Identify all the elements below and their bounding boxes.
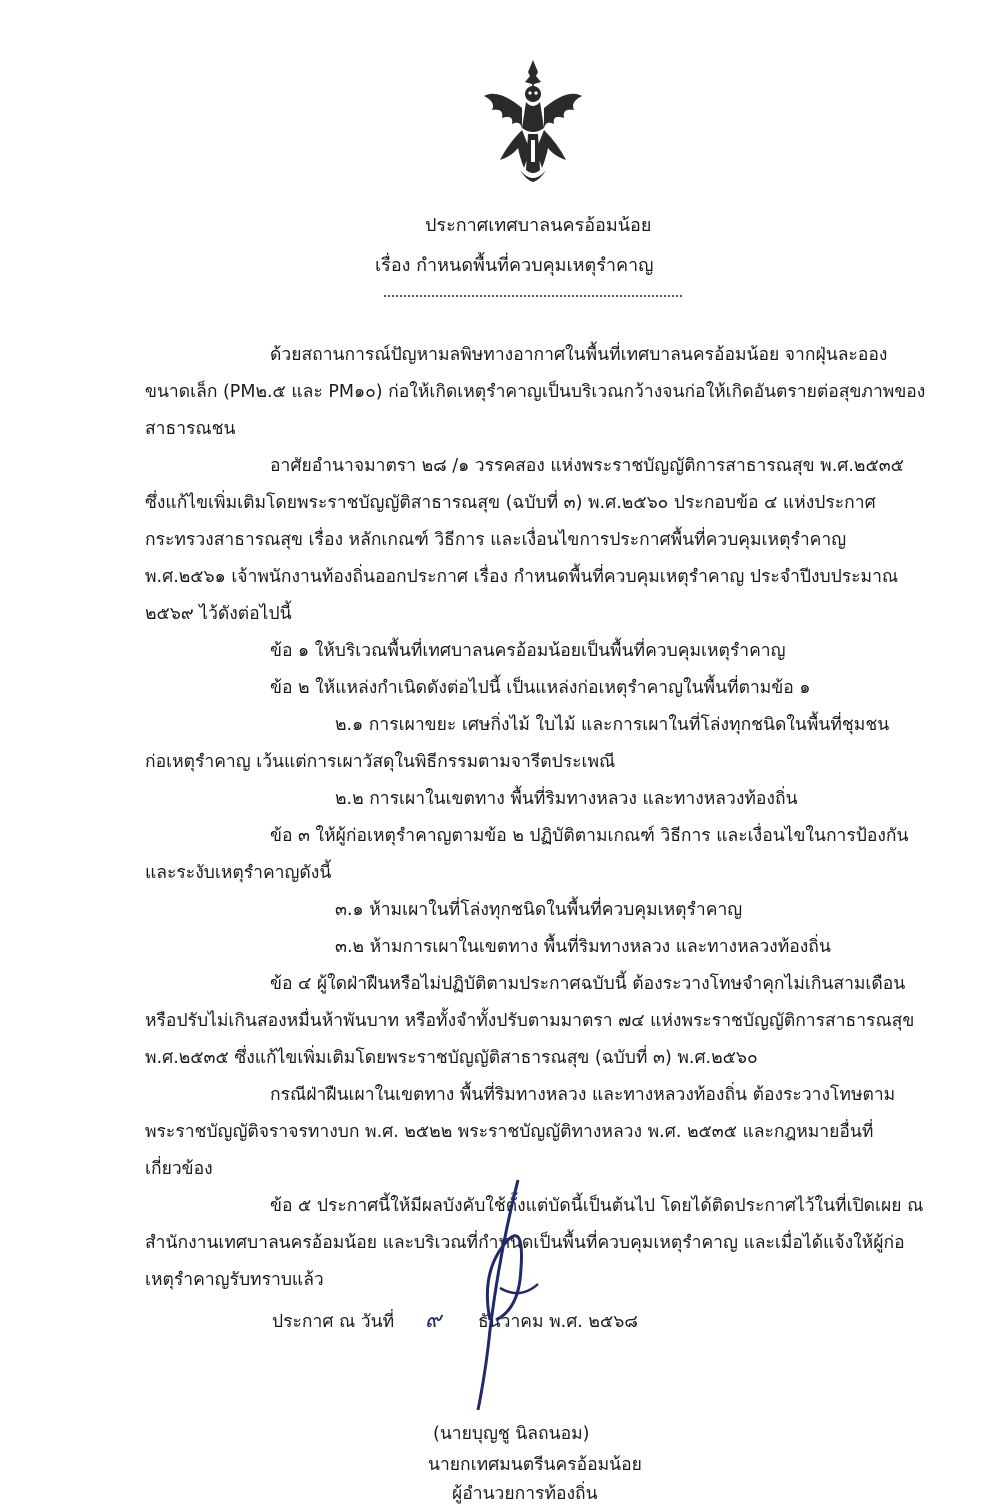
body-line: ๒๕๖๙ ไว้ดังต่อไปนี้ [145,604,292,624]
body-line: และระงับเหตุรำคาญดังนี้ [145,863,332,883]
body-line: ๒.๑ การเผาขยะ เศษกิ่งไม้ ใบไม้ และการเผาในที่โล่งทุกชนิดในพื้นที่ชุมชน [335,715,890,735]
body-line: ด้วยสถานการณ์ปัญหามลพิษทางอากาศในพื้นที่เทศบาลนครอ้อมน้อย จากฝุ่นละออง [270,345,888,365]
garuda-emblem-icon [478,58,588,186]
announcement-date-day: ๙ [425,1308,442,1333]
body-line: ๓.๒ ห้ามการเผาในเขตทาง พื้นที่ริมทางหลวง และทางหลวงท้องถิ่น [335,937,831,957]
body-line: ข้อ ๑ ให้บริเวณพื้นที่เทศบาลนครอ้อมน้อยเป็นพื้นที่ควบคุมเหตุรำคาญ [270,641,786,661]
body-line: กรณีฝ่าฝืนเผาในเขตทาง พื้นที่ริมทางหลวง และทางหลวงท้องถิ่น ต้องระวางโทษตาม [270,1085,896,1105]
body-line: อาศัยอำนาจมาตรา ๒๘ /๑ วรรคสอง แห่งพระราชบัญญัติการสาธารณสุข พ.ศ.๒๕๓๕ [270,456,904,476]
body-line: เกี่ยวข้อง [145,1159,213,1179]
header-divider [384,295,682,297]
body-line: ๓.๑ ห้ามเผาในที่โล่งทุกชนิดในพื้นที่ควบคุมเหตุรำคาญ [335,900,743,920]
body-line: กระทรวงสาธารณสุข เรื่อง หลักเกณฑ์ วิธีการ และเงื่อนไขการประกาศพื้นที่ควบคุมเหตุรำคาญ [145,530,847,550]
document-subject: เรื่อง กำหนดพื้นที่ควบคุมเหตุรำคาญ [375,255,654,276]
body-line: สาธารณชน [145,419,236,439]
signatory-name: (นายบุญชู นิลถนอม) [433,1424,590,1444]
body-line: ขนาดเล็ก (PM๒.๕ และ PM๑๐) ก่อให้เกิดเหตุรำคาญเป็นบริเวณกว้างจนก่อให้เกิดอันตรายต่อสุขภาพของ [145,382,926,402]
body-line: ๒.๒ การเผาในเขตทาง พื้นที่ริมทางหลวง และทางหลวงท้องถิ่น [335,789,798,809]
body-line: ข้อ ๕ ประกาศนี้ให้มีผลบังคับใช้ตั้งแต่บัดนี้เป็นต้นไป โดยได้ติดประกาศไว้ในที่เปิดเผย ณ [270,1196,924,1216]
signature-mark [460,1170,570,1420]
body-line: สำนักงานเทศบาลนครอ้อมน้อย และบริเวณที่กำหนดเป็นพื้นที่ควบคุมเหตุรำคาญ และเมื่อได้แจ้งให้ผู้ก่อ [145,1233,905,1253]
body-line: ข้อ ๔ ผู้ใดฝ่าฝืนหรือไม่ปฏิบัติตามประกาศฉบับนี้ ต้องระวางโทษจำคุกไม่เกินสามเดือน [270,974,906,994]
body-line: พ.ศ.๒๕๖๑ เจ้าพนักงานท้องถิ่นออกประกาศ เรื่อง กำหนดพื้นที่ควบคุมเหตุรำคาญ ประจำปีงบประมาณ [145,567,899,587]
announcement-date-prefix: ประกาศ ณ วันที่ [272,1312,395,1332]
announcement-date-suffix: ธันวาคม พ.ศ. ๒๕๖๘ [478,1312,638,1332]
body-line: หรือปรับไม่เกินสองหมื่นห้าพันบาท หรือทั้งจำทั้งปรับตามมาตรา ๗๔ แห่งพระราชบัญญัติการสาธารณสุข [145,1011,915,1031]
body-line: ข้อ ๒ ให้แหล่งกำเนิดดังต่อไปนี้ เป็นแหล่งก่อเหตุรำคาญในพื้นที่ตามข้อ ๑ [270,678,811,698]
body-line: ข้อ ๓ ให้ผู้ก่อเหตุรำคาญตามข้อ ๒ ปฏิบัติตามเกณฑ์ วิธีการ และเงื่อนไขในการป้องกัน [270,826,909,846]
body-line: ก่อเหตุรำคาญ เว้นแต่การเผาวัสดุในพิธีกรรมตามจารีตประเพณี [145,752,616,772]
body-line: ซึ่งแก้ไขเพิ่มเติมโดยพระราชบัญญัติสาธารณสุข (ฉบับที่ ๓) พ.ศ.๒๕๖๐ ประกอบข้อ ๔ แห่งประกาศ [145,493,876,513]
body-line: พ.ศ.๒๕๓๕ ซึ่งแก้ไขเพิ่มเติมโดยพระราชบัญญัติสาธารณสุข (ฉบับที่ ๓) พ.ศ.๒๕๖๐ [145,1048,758,1068]
document-title: ประกาศเทศบาลนครอ้อมน้อย [425,215,652,236]
body-line: เหตุรำคาญรับทราบแล้ว [145,1270,324,1290]
body-line: พระราชบัญญัติจราจรทางบก พ.ศ. ๒๕๒๒ พระราชบัญญัติทางหลวง พ.ศ. ๒๕๓๕ และกฎหมายอื่นที่ [145,1122,874,1142]
signatory-position: นายกเทศมนตรีนครอ้อมน้อย [428,1455,642,1475]
signatory-role: ผู้อำนวยการท้องถิ่น [452,1484,598,1504]
